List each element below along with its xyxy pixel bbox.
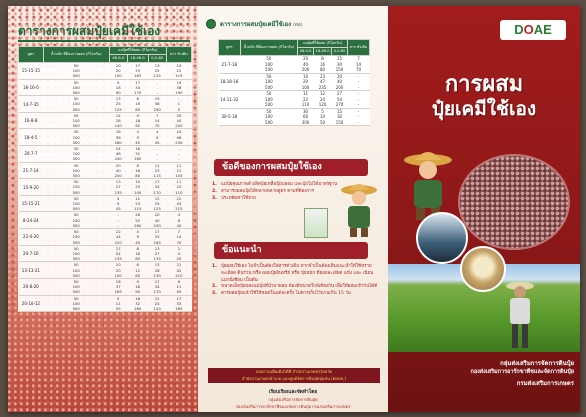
potash-cell: 27 54 270	[332, 91, 348, 109]
table-row	[19, 146, 192, 163]
urea-cell: 13 25 125	[109, 96, 127, 113]
table-row	[19, 262, 192, 279]
dap-cell: 9 18 90	[127, 112, 148, 129]
formula-cell: 21-7-18	[219, 56, 241, 74]
advice-item: 1. ปุ๋ยผสมใช้เอง ไม่จำเป็นต้องใส่สารตัวเติม หากจำเป็นต้องเติมแนะนำให้ใช้ทรายละเอียด ดินร่วน หรือ ผสมปุ๋ยอินทรีย์ หรือ ปุ๋ยหมัก ที่ย่อยละเอียด แห้ง และ เนียน แมกนีเซียม เป็นต้น	[212, 264, 374, 283]
filler-cell: 24 46 230	[166, 129, 191, 146]
farmer-illustration-icon	[339, 181, 379, 237]
dap-cell: 10 20 100	[127, 179, 148, 196]
potash-cell: 17 33 165	[148, 229, 166, 246]
potash-cell: - - -	[148, 79, 166, 96]
weight-cell: 50 100 500	[43, 162, 109, 179]
header-formula: สูตร	[219, 40, 241, 56]
weight-cell: 50 100 500	[43, 179, 109, 196]
table-row	[19, 79, 192, 96]
dap-cell: 4 9 45	[127, 129, 148, 146]
urea-cell: 24 48 240	[109, 146, 127, 163]
potash-cell: 13 27 135	[148, 245, 166, 262]
urea-cell: 11 22 110	[298, 91, 314, 109]
contact-line-1: สอบถามเพิ่มเติมได้ที่ สำนักงานเกษตรจังหวัด	[255, 369, 333, 374]
urea-cell: 20 40 200	[109, 162, 127, 179]
weight-cell: 50 100 500	[240, 108, 298, 126]
table-row	[19, 278, 192, 295]
formula-cell: 20-7-7	[19, 146, 44, 163]
dap-cell: 6 12 60	[127, 262, 148, 279]
header-18-46-0: 18-46-0	[313, 48, 331, 56]
table-row	[19, 162, 192, 179]
brochure	[8, 6, 580, 412]
table-row	[19, 245, 192, 262]
formula-cell: 16-8-8	[19, 112, 44, 129]
weight-cell: 50 100 500	[43, 96, 109, 113]
table-body	[19, 63, 192, 312]
formula-cell: 20-7-16	[19, 245, 44, 262]
panel-mixing-table	[8, 6, 198, 412]
potash-cell: 15 30 150	[332, 56, 348, 74]
filler-cell: 22 43 215	[166, 195, 191, 212]
table-row	[19, 295, 192, 312]
potash-cell: 12 25 125	[148, 195, 166, 212]
cover-footer-1: กลุ่มส่งเสริมการจัดการดินปุ๋ย	[500, 360, 574, 367]
farmer-mascot-icon	[402, 148, 454, 220]
formula-cell: 18-18-18	[219, 73, 241, 91]
potash-cell: 17 34 170	[148, 179, 166, 196]
dap-cell: 8 16 80	[313, 56, 331, 74]
mixing-table	[18, 46, 192, 312]
filler-cell: 19 38 190	[166, 79, 191, 96]
agency-logo-icon	[206, 19, 216, 29]
table-row	[19, 229, 192, 246]
urea-cell: 18 36 180	[109, 129, 127, 146]
potash-cell: 12 24 120	[148, 295, 166, 312]
fertilizer-pile-photo	[460, 246, 506, 292]
weight-cell: 50 100 500	[43, 212, 109, 229]
panel2-title-suffix: (ต่อ)	[293, 23, 303, 28]
dap-cell: 8 16 80	[127, 245, 148, 262]
dap-cell: 4 9 45	[127, 229, 148, 246]
table-title: ตารางการผสมปุ๋ยเคมีใช้เอง	[18, 24, 161, 38]
potash-cell: 4 9 45	[148, 129, 166, 146]
credit-line-1: กลุ่มส่งเสริมการจัดการดินปุ๋ย	[268, 397, 318, 402]
dap-cell: 11 23 115	[127, 195, 148, 212]
dap-cell: 5 10 50	[313, 108, 331, 126]
potash-cell: 15 30 150	[332, 108, 348, 126]
urea-cell: 10 20 100	[109, 63, 127, 80]
filler-cell: - - -	[347, 91, 369, 109]
cover-footer-3: กรมส่งเสริมการเกษตร	[516, 380, 574, 387]
table-row	[19, 212, 192, 229]
formula-cell: 15-9-20	[19, 179, 44, 196]
header-0-0-60: 0-0-60	[148, 55, 166, 63]
dap-cell: 17 34 170	[127, 79, 148, 96]
weight-cell: 50 100 500	[43, 79, 109, 96]
benefit-item: 1. แม่ปุ๋ยคุณภาพดี ผลิตปุ๋ยเหลือปุ๋ยปลอม และปุ๋ยไม่ได้มาตรฐาน	[212, 182, 338, 187]
benefit-item: 2. สามารถผสมปุ๋ยได้หลายหลายสูตร ตามที่ต้องการ	[212, 188, 315, 194]
filler-cell: - 1 5	[166, 96, 191, 113]
potash-cell: - - -	[148, 146, 166, 163]
header-fert-group: แม่ปุ๋ยที่ใช้ผสม (กิโลกรัม)	[109, 47, 166, 55]
cover-title-line-2: ปุ๋ยเคมีใช้เอง	[431, 98, 537, 120]
header-weight: น้ำหนัก ที่ต้องการผสม (กิโลกรัม)	[240, 40, 298, 56]
weight-cell: 50 100 500	[43, 295, 109, 312]
formula-cell: 18-4-5	[19, 129, 44, 146]
formula-cell: 20-10-12	[19, 295, 44, 312]
weight-cell: 50 100 500	[240, 91, 298, 109]
header-filler: สาร ตัวเติม	[166, 47, 191, 63]
advice-item: 2. ขนาดเม็ดปุ๋ยของแม่ปุ๋ยที่นำมาผสม ต้องมีขนาดใกล้เคียงกัน เพื่อให้ผสมเข้ากันได้ดี	[212, 284, 378, 290]
urea-cell: - - -	[109, 212, 127, 229]
filler-cell: 11 22 110	[166, 179, 191, 196]
header-18-46-0: 18-46-0	[127, 55, 148, 63]
header-46-0-0: 46-0-0	[109, 55, 127, 63]
urea-cell: 5 11 55	[109, 295, 127, 312]
cover-footer-2: กองส่งเสริมการอารักขาพืชและจัดการดินปุ๋ย	[470, 369, 574, 375]
header-filler: สาร ตัวเติม	[347, 40, 369, 56]
table-body-continued	[219, 56, 370, 126]
table-row	[219, 73, 370, 91]
weight-cell: 50 100 500	[43, 262, 109, 279]
filler-cell: 21 42 210	[166, 262, 191, 279]
table-row	[19, 195, 192, 212]
formula-cell: 30-5-18	[219, 108, 241, 126]
advice-item: 3. ควรผสมปุ๋ยแล้วใช้ให้หมดในแต่ละครั้ง ไม่ควรเก็บไว้นานเกิน 15 วัน	[212, 291, 351, 297]
filler-cell: 20 40 200	[166, 112, 191, 129]
panel2-title-text: ตารางการผสมปุ๋ยเคมีใช้เอง	[220, 21, 292, 28]
filler-cell: 7 14 70	[166, 229, 191, 246]
filler-cell: 4 8 40	[166, 212, 191, 229]
filler-cell: 10 22 119	[166, 63, 191, 80]
dap-cell: 26 52 260	[127, 212, 148, 229]
mixing-photo	[416, 212, 468, 264]
header-fert-group: แม่ปุ๋ยที่ใช้ผสม (กิโลกรัม)	[298, 40, 348, 48]
weight-cell: 50 100 500	[240, 73, 298, 91]
potash-cell: 13 25 125	[148, 63, 166, 80]
table-row	[19, 96, 192, 113]
urea-cell: 10 20 100	[109, 262, 127, 279]
cover-title-line-1: การผสม	[444, 72, 524, 97]
potash-cell: 20 40 200	[332, 73, 348, 91]
urea-cell: 5 9 45	[109, 195, 127, 212]
mixing-table-continued	[218, 39, 370, 126]
formula-cell: 14-7-35	[19, 96, 44, 113]
potash-cell: 13 26 130	[148, 262, 166, 279]
filler-cell: - - -	[166, 146, 191, 163]
fertilizer-bag-icon	[304, 208, 328, 238]
dap-cell: 9 18 90	[127, 278, 148, 295]
table-row	[219, 91, 370, 109]
dap-cell: 8 16 80	[127, 162, 148, 179]
filler-cell: 6 11 55	[166, 278, 191, 295]
dap-cell: 16 32 160	[127, 295, 148, 312]
advice-list	[212, 264, 380, 298]
formula-cell: 8-24-24	[19, 212, 44, 229]
filler-cell: 17 33 165	[166, 295, 191, 312]
panel2-header	[206, 19, 302, 29]
urea-cell: 14 28 140	[109, 112, 127, 129]
table-row	[219, 56, 370, 74]
table-row	[19, 129, 192, 146]
potash-cell: 7 14 70	[148, 112, 166, 129]
panel-cover	[388, 6, 580, 412]
header-0-0-60: 0-0-60	[332, 48, 348, 56]
potash-cell: 29 58 290	[148, 96, 166, 113]
formula-cell: 14-11-32	[219, 91, 241, 109]
weight-cell: 50 100 500	[43, 129, 109, 146]
filler-cell: 2 4 20	[166, 245, 191, 262]
weight-cell: 50 100 500	[43, 146, 109, 163]
dap-cell: 23 47 235	[313, 73, 331, 91]
contact-line-2: สำนักงานเกษตรอำเภอ และศูนย์จัดการดินปุ๋ยชุมชน (ศดปช.)	[242, 376, 346, 381]
urea-cell: 22 44 220	[109, 229, 127, 246]
benefit-item: 3. ประหยัดค่าใช้จ่าย	[212, 195, 256, 201]
formula-cell: 15-15-21	[19, 195, 44, 212]
weight-cell: 50 100 500	[43, 195, 109, 212]
table-row	[219, 108, 370, 126]
benefits-heading: ข้อดีของการผสมปุ๋ยใช้เอง	[214, 159, 368, 176]
contact-box	[208, 368, 380, 383]
weight-cell: 50 100 500	[43, 229, 109, 246]
urea-cell: 9 18 90	[109, 79, 127, 96]
formula-cell: 22-4-20	[19, 229, 44, 246]
filler-cell: 7 14 70	[347, 56, 369, 74]
header-formula: สูตร	[19, 47, 44, 63]
doae-logo: DOAE	[500, 20, 566, 40]
urea-cell: 20 40 200	[298, 56, 314, 74]
table-row	[19, 179, 192, 196]
potash-cell: 20 40 200	[148, 212, 166, 229]
urea-cell: 27 54 135	[109, 245, 127, 262]
urea-cell: 13 27 135	[109, 179, 127, 196]
advice-heading: ข้อแนะนำ	[214, 242, 368, 259]
table-row	[19, 63, 192, 80]
weight-cell: 50 100 500	[43, 63, 109, 80]
urea-cell: 18 37 185	[109, 278, 127, 295]
header-weight: น้ำหนัก ที่ต้องการผสม (กิโลกรัม)	[43, 47, 109, 63]
weight-cell: 50 100 500	[43, 112, 109, 129]
filler-cell: - - -	[347, 73, 369, 91]
weight-cell: 50 100 500	[43, 278, 109, 295]
formula-cell: 15-15-15	[19, 63, 44, 80]
header-46-0-0: 46-0-0	[298, 48, 314, 56]
formula-cell: 13-13-21	[19, 262, 44, 279]
dap-cell: 8 16 80	[127, 96, 148, 113]
title-underline	[18, 40, 190, 42]
formula-cell: 20-8-20	[19, 278, 44, 295]
weight-cell: 50 100 500	[240, 56, 298, 74]
panel-benefits	[198, 6, 388, 412]
panel2-title	[220, 19, 302, 29]
dap-cell: 16 32 160	[127, 146, 148, 163]
filler-cell: - - -	[347, 108, 369, 126]
urea-cell: 30 60 300	[298, 108, 314, 126]
formula-cell: 21-7-14	[19, 162, 44, 179]
dap-cell: 12 24 120	[313, 91, 331, 109]
urea-cell: 10 20 100	[298, 73, 314, 91]
dap-cell: 17 33 163	[127, 63, 148, 80]
formula-cell: 16-16-0	[19, 79, 44, 96]
table-row	[19, 112, 192, 129]
fertilizer-granules-image	[458, 154, 570, 250]
credit-line-2: กองส่งเสริมการอารักขาพืชและจัดการดินปุ๋ย กรมส่งเสริมการเกษตร	[235, 404, 351, 409]
filler-cell: 11 21 105	[166, 162, 191, 179]
potash-cell: 17 34 170	[148, 278, 166, 295]
credit-title: เรียบเรียงและจัดทำโดย	[268, 390, 318, 395]
potash-cell: 11 23 115	[148, 162, 166, 179]
weight-cell: 50 100 500	[43, 245, 109, 262]
field-farmer-icon	[500, 278, 540, 348]
